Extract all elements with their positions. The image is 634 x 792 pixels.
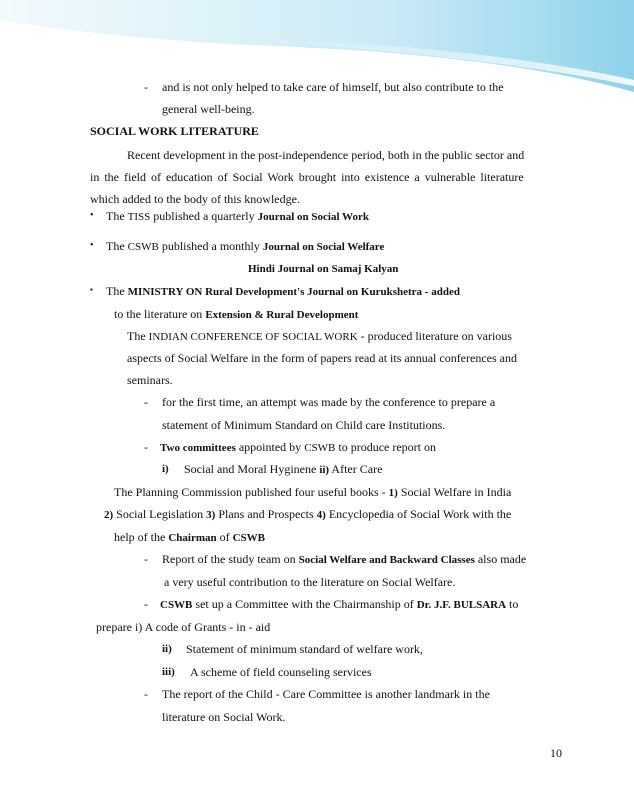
paragraph-line: aspects of Social Welfare in the form of papers read at its annual conferences and — [127, 351, 517, 365]
bullet-icon: • — [90, 240, 94, 251]
text-line: Report of the study team on Social Welfare and Backward Classes also made — [162, 552, 527, 566]
text-line: and is not only helped to take care of himself, but also contribute to the — [162, 80, 504, 94]
text-line: statement of Minimum Standard on Child care Institutions. — [162, 418, 446, 432]
text-line: CSWB set up a Committee with the Chairmanship of Dr. J.F. BULSARA to — [160, 597, 519, 611]
dash-marker: - — [144, 687, 148, 701]
paragraph-line: Recent development in the post-independence period, both in the public sector and — [127, 148, 525, 162]
bullet-icon: ▪ — [90, 285, 93, 294]
list-item: Statement of minimum standard of welfare work, — [186, 642, 423, 656]
dash-marker: - — [144, 552, 148, 566]
paragraph-line: in the field of education of Social Work brought into existence a vulnerable literature — [90, 170, 524, 184]
page-number: 10 — [550, 746, 562, 760]
list-number: iii) — [162, 666, 175, 678]
list-item: Social and Moral Hyginene ii) After Care — [184, 462, 383, 476]
text-line: prepare i) A code of Grants - in - aid — [96, 620, 271, 634]
dash-marker: - — [144, 440, 148, 454]
text-line: literature on Social Work. — [162, 710, 286, 724]
dash-marker: - — [144, 597, 148, 611]
paragraph-line: seminars. — [127, 373, 173, 387]
journal-title: Hindi Journal on Samaj Kalyan — [248, 263, 399, 275]
section-heading: SOCIAL WORK LITERATURE — [90, 124, 259, 138]
bullet-icon: • — [90, 210, 94, 221]
bullet-item: The CSWB published a monthly Journal on Social Welfare — [106, 239, 385, 253]
paragraph-line: help of the Chairman of CSWB — [114, 530, 266, 544]
dash-marker: - — [144, 395, 148, 409]
bullet-continuation: to the literature on Extension & Rural Development — [114, 307, 359, 321]
paragraph-line: The INDIAN CONFERENCE OF SOCIAL WORK - produced literature on various — [127, 329, 512, 343]
list-number: i) — [162, 463, 169, 475]
paragraph-line: which added to the body of this knowledge. — [90, 192, 300, 206]
text-line: Two committees appointed by CSWB to produce report on — [160, 440, 437, 454]
bullet-item: The TISS published a quarterly Journal on Social Work — [106, 209, 369, 223]
dash-marker: - — [144, 80, 148, 94]
list-number: ii) — [162, 643, 172, 655]
paragraph-line: The Planning Commission published four useful books - 1) Social Welfare in India — [114, 485, 512, 499]
text-line: a very useful contribution to the literature on Social Welfare. — [164, 575, 456, 589]
text-line: general well-being. — [162, 102, 255, 116]
bullet-item: The MINISTRY ON Rural Development's Journal on Kurukshetra - added — [106, 284, 460, 298]
text-line: The report of the Child - Care Committee is another landmark in the — [162, 687, 490, 701]
text-line: for the first time, an attempt was made by the conference to prepare a — [162, 395, 496, 409]
list-item: A scheme of field counseling services — [190, 665, 372, 679]
paragraph-line: 2) Social Legislation 3) Plans and Prospects 4) Encyclopedia of Social Work with the — [104, 507, 512, 521]
